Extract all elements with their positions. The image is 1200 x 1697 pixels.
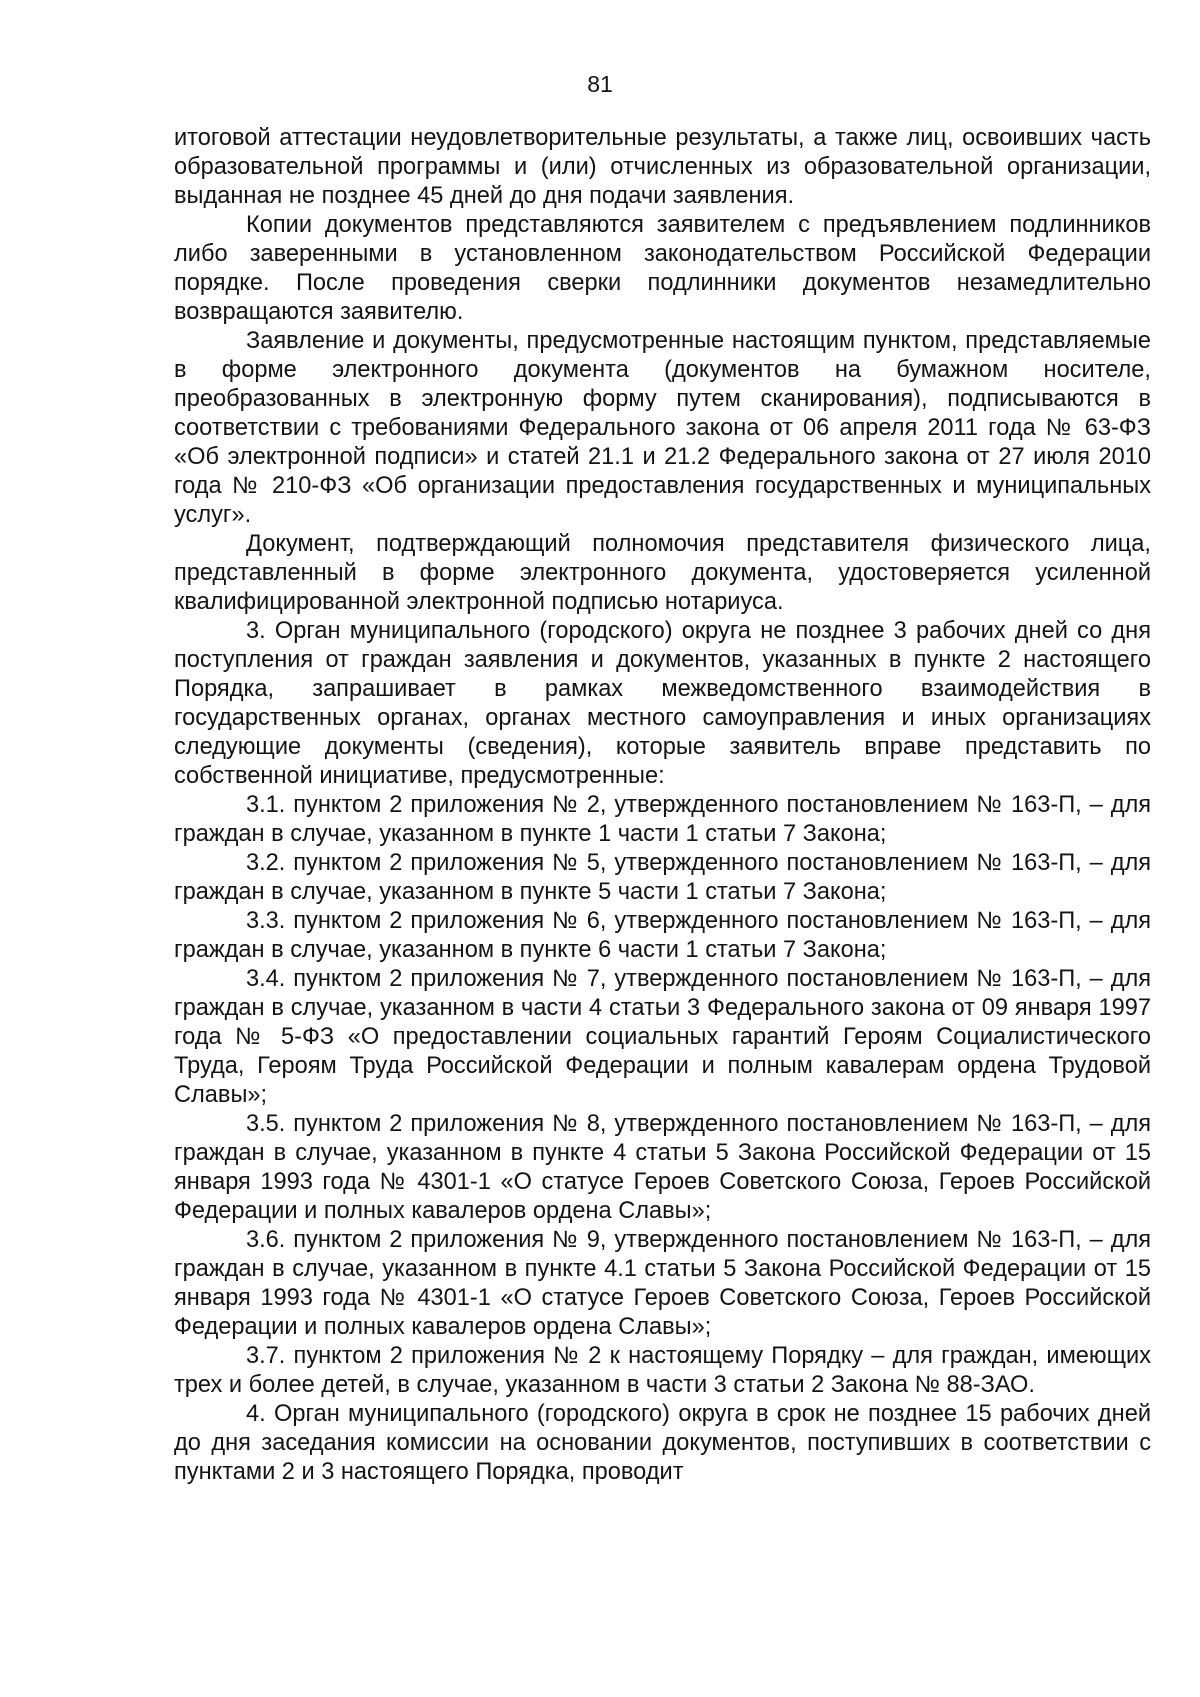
paragraph-item-3-6: 3.6. пунктом 2 приложения № 9, утвержденного постановлением № 163-П, – для граждан в случае, указанном в пункте 4.1 статьи 5 Закона Российской Федерации от 15 января 1993 года № 4301-1 «О статусе Героев Советского Союза, Героев Российской Федерации и полных кавалеров ордена Славы»; [174, 1227, 1151, 1340]
paragraph-item-3-2: 3.2. пунктом 2 приложения № 5, утвержденного постановлением № 163-П, – для граждан в случае, указанном в пункте 5 части 1 статьи 7 Закона; [174, 850, 1151, 905]
paragraph: Копии документов представляются заявителем с предъявлением подлинников либо заверенными в установленном законодательством Российской Федерации порядке. После проведения сверки подлинники документов незамедлительно возвращаются заявителю. [174, 212, 1151, 325]
paragraph-item-3-1: 3.1. пунктом 2 приложения № 2, утвержденного постановлением № 163-П, – для граждан в случае, указанном в пункте 1 части 1 статьи 7 Закона; [174, 792, 1151, 847]
paragraph: итоговой аттестации неудовлетворительные результаты, а также лиц, освоивших часть образовательной программы и (или) отчисленных из образовательной организации, выданная не позднее 45 дней до дня подачи заявления. [174, 125, 1151, 209]
document-body [174, 124, 1151, 1487]
paragraph-item-4: 4. Орган муниципального (городского) округа в срок не позднее 15 рабочих дней до дня заседания комиссии на основании документов, поступивших в соответствии с пунктами 2 и 3 настоящего Порядка, проводит [174, 1401, 1151, 1485]
paragraph: Документ, подтверждающий полномочия представителя физического лица, представленный в форме электронного документа, удостоверяется усиленной квалифицированной электронной подписью нотариуса. [174, 531, 1151, 615]
paragraph-item-3-3: 3.3. пунктом 2 приложения № 6, утвержденного постановлением № 163-П, – для граждан в случае, указанном в пункте 6 части 1 статьи 7 Закона; [174, 908, 1151, 963]
paragraph-item-3-5: 3.5. пунктом 2 приложения № 8, утвержденного постановлением № 163-П, – для граждан в случае, указанном в пункте 4 статьи 5 Закона Российской Федерации от 15 января 1993 года № 4301-1 «О статусе Героев Советского Союза, Героев Российской Федерации и полных кавалеров ордена Славы»; [174, 1111, 1151, 1224]
paragraph-item-3-4: 3.4. пунктом 2 приложения № 7, утвержденного постановлением № 163-П, – для граждан в случае, указанном в части 4 статьи 3 Федерального закона от 09 января 1997 года № 5-ФЗ «О предоставлении социальных гарантий Героям Социалистического Труда, Героям Труда Российской Федерации и полным кавалерам ордена Трудовой Славы»; [174, 966, 1151, 1108]
paragraph: Заявление и документы, предусмотренные настоящим пунктом, представляемые в форме электронного документа (документов на бумажном носителе, преобразованных в электронную форму путем сканирования), подписываются в соответствии с требованиями Федерального закона от 06 апреля 2011 года № 63-ФЗ «Об электронной подписи» и статей 21.1 и 21.2 Федерального закона от 27 июля 2010 года № 210-ФЗ «Об организации предоставления государственных и муниципальных услуг». [174, 328, 1151, 528]
paragraph-item-3: 3. Орган муниципального (городского) округа не позднее 3 рабочих дней со дня поступления от граждан заявления и документов, указанных в пункте 2 настоящего Порядка, запрашивает в рамках межведомственного взаимодействия в государственных органах, органах местного самоуправления и иных организациях следующие документы (сведения), которые заявитель вправе представить по собственной инициативе, предусмотренные: [174, 618, 1151, 789]
page-number: 81 [587, 71, 613, 97]
paragraph-item-3-7: 3.7. пунктом 2 приложения № 2 к настоящему Порядку – для граждан, имеющих трех и более детей, в случае, указанном в части 3 статьи 2 Закона № 88-ЗАО. [174, 1343, 1151, 1398]
